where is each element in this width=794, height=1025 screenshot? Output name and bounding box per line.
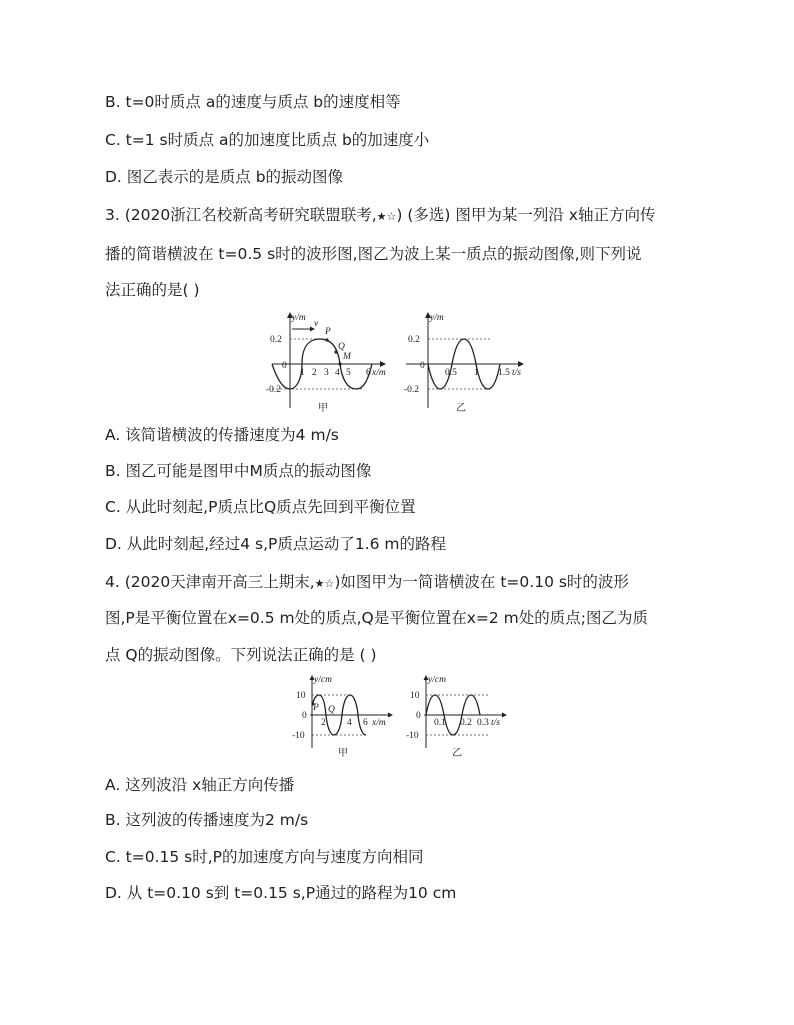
t-tick: 1.5 (498, 368, 510, 378)
point-P-label: P (313, 703, 319, 713)
q3-figure-jia (262, 312, 392, 416)
x-tick: 5 (346, 368, 351, 378)
point-P-dot (325, 338, 328, 341)
t-tick: 0.1 (434, 718, 446, 728)
question-3-line-2: 播的简谐横波在 t=0.5 s时的波形图,图乙为波上某一质点的振动图像,则下列说 (105, 245, 642, 263)
x-tick: 6 (363, 718, 368, 728)
x-tick: 1 (300, 368, 305, 378)
y-tick-bottom: -10 (406, 731, 419, 741)
question-3-line-3: 法正确的是( ) (105, 281, 200, 299)
point-M-label: M (343, 352, 351, 362)
figure-caption: 乙 (456, 403, 466, 414)
question-4-line-1 (105, 572, 629, 594)
y-label: y/m (292, 313, 306, 323)
q3-figure-yi (400, 312, 530, 416)
q4-option-d: D. 从 t=0.10 s到 t=0.15 s,P通过的路程为10 cm (105, 884, 457, 902)
x-axis-arrow-icon (380, 361, 386, 367)
figure-caption: 乙 (452, 748, 462, 759)
question-3-source: 3. (2020浙江名校新高考研究联盟联考, (105, 206, 377, 224)
option-d-previous: D. 图乙表示的是质点 b的振动图像 (105, 168, 344, 186)
origin-label: 0 (416, 711, 421, 721)
q4-option-b: B. 这列波的传播速度为2 m/s (105, 811, 309, 829)
point-M-dot (338, 362, 341, 365)
y-tick-bottom: -10 (292, 731, 305, 741)
q4-figure-yi (406, 676, 516, 758)
y-tick-top: 10 (410, 691, 420, 701)
t-axis-arrow-icon (518, 361, 524, 367)
figure-caption: 甲 (338, 748, 348, 759)
point-Q-label: Q (338, 342, 345, 352)
q4-option-c: C. t=0.15 s时,P的加速度方向与速度方向相同 (105, 848, 424, 866)
y-tick-top: 0.2 (270, 335, 282, 345)
t-label: t/s (491, 718, 500, 728)
origin-label: 0 (420, 361, 425, 371)
q3-option-b: B. 图乙可能是图甲中M质点的振动图像 (105, 462, 372, 480)
difficulty-star-icon: ★☆ (376, 210, 397, 223)
t-label: t/s (512, 368, 521, 378)
q4-option-a: A. 这列波沿 x轴正方向传播 (105, 776, 295, 794)
t-tick: 0.2 (460, 718, 472, 728)
question-4-stem-start: )如图甲为一简谐横波在 t=0.10 s时的波形 (334, 573, 629, 591)
x-label: x/m (372, 368, 386, 378)
point-P-label: P (325, 327, 331, 337)
question-4-source: 4. (2020天津南开高三上期末, (105, 573, 315, 591)
q3-option-a: A. 该简谐横波的传播速度为4 m/s (105, 426, 339, 444)
velocity-label: v (314, 319, 319, 329)
y-label: y/m (430, 313, 444, 323)
origin-label: 0 (302, 711, 307, 721)
question-3-line-1 (105, 205, 655, 227)
x-tick: 2 (312, 368, 317, 378)
y-tick-bottom: -0.2 (404, 385, 420, 395)
t-axis-arrow-icon (502, 713, 507, 718)
x-tick: 3 (324, 368, 329, 378)
y-label: y/cm (428, 675, 446, 685)
t-tick: 1 (474, 368, 479, 378)
q3-option-c: C. 从此时刻起,P质点比Q质点先回到平衡位置 (105, 498, 416, 516)
option-b-previous: B. t=0时质点 a的速度与质点 b的速度相等 (105, 93, 401, 111)
y-tick-top: 0.2 (408, 335, 420, 345)
x-tick: 4 (347, 718, 352, 728)
q4-figure-jia (292, 676, 402, 758)
x-tick: 4 (335, 368, 340, 378)
x-tick: 2 (321, 718, 326, 728)
figure-caption: 甲 (318, 403, 328, 414)
x-tick: 6 (366, 368, 371, 378)
y-tick-bottom: -0.2 (266, 385, 282, 395)
t-tick: 0.3 (477, 718, 489, 728)
difficulty-star-icon: ★☆ (314, 577, 335, 590)
y-label: y/cm (314, 675, 332, 685)
question-4-line-3: 点 Q的振动图像。下列说法正确的是 ( ) (105, 646, 377, 664)
y-tick-top: 10 (296, 691, 306, 701)
q3-option-d: D. 从此时刻起,经过4 s,P质点运动了1.6 m的路程 (105, 535, 447, 553)
question-3-stem-start: ) (多选) 图甲为某一列沿 x轴正方向传 (396, 206, 656, 224)
point-Q-label: Q (328, 705, 335, 715)
origin-label: 0 (282, 361, 287, 371)
option-c-previous: C. t=1 s时质点 a的加速度比质点 b的加速度小 (105, 131, 430, 149)
question-4-line-2: 图,P是平衡位置在x=0.5 m处的质点,Q是平衡位置在x=2 m处的质点;图乙为质 (105, 609, 649, 627)
t-tick: 0.5 (445, 368, 457, 378)
x-axis-arrow-icon (388, 713, 393, 718)
x-label: x/m (372, 718, 386, 728)
